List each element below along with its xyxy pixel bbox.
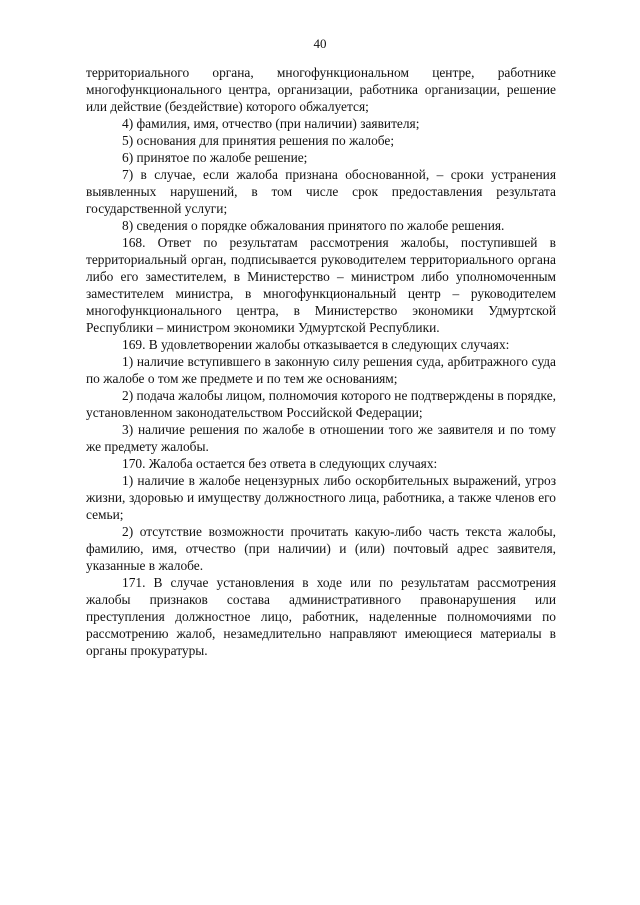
paragraph-169-item-2: 2) подача жалобы лицом, полномочия которого не подтверждены в порядке, установленном законодательством Российской Федерации; (86, 388, 556, 420)
paragraph-item-8: 8) сведения о порядке обжалования принятого по жалобе решения. (122, 218, 505, 233)
paragraph-item-4: 4) фамилия, имя, отчество (при наличии) заявителя; (122, 116, 420, 131)
page-number: 40 (313, 36, 327, 51)
paragraph-170: 170. Жалоба остается без ответа в следующих случаях: (122, 456, 438, 471)
paragraph-171: 171. В случае установления в ходе или по результатам рассмотрения жалобы признаков состава административного правонарушения или преступления должностное лицо, работник, наделенные полномочиями по рассмотрению жалоб, незамедлительно направляют имеющиеся материалы в органы прокуратуры. (86, 575, 556, 658)
paragraph-continuation: территориального органа, многофункциональном центре, работнике многофункционального центра, организации, работника организации, решение или действие (бездействие) которого обжалуется; (86, 65, 556, 114)
paragraph-169-item-3: 3) наличие решения по жалобе в отношении того же заявителя и по тому же предмету жалобы. (86, 422, 556, 454)
paragraph-item-7: 7) в случае, если жалоба признана обоснованной, – сроки устранения выявленных нарушений, в том числе срок предоставления результата государственной услуги; (86, 167, 556, 216)
paragraph-item-6: 6) принятое по жалобе решение; (122, 150, 308, 165)
document-body (86, 64, 556, 659)
paragraph-item-5: 5) основания для принятия решения по жалобе; (122, 133, 395, 148)
paragraph-168: 168. Ответ по результатам рассмотрения жалобы, поступившей в территориальный орган, подписывается руководителем территориального органа либо его заместителем, в Министерство – министром либо уполномоченным заместителем министра, в многофункциональный центр – руководителем многофункционального центра, в Министерство экономики Удмуртской Республики – министром экономики Удмуртской Республики. (86, 235, 556, 335)
paragraph-170-item-2: 2) отсутствие возможности прочитать какую-либо часть текста жалобы, фамилию, имя, отчество (при наличии) и (или) почтовый адрес заявителя, указанные в жалобе. (86, 524, 556, 573)
paragraph-170-item-1: 1) наличие в жалобе нецензурных либо оскорбительных выражений, угроз жизни, здоровью и имуществу должностного лица, работника, а также членов его семьи; (86, 473, 556, 522)
paragraph-169-item-1: 1) наличие вступившего в законную силу решения суда, арбитражного суда по жалобе о том же предмете и по тем же основаниям; (86, 354, 556, 386)
paragraph-169: 169. В удовлетворении жалобы отказывается в следующих случаях: (122, 337, 510, 352)
